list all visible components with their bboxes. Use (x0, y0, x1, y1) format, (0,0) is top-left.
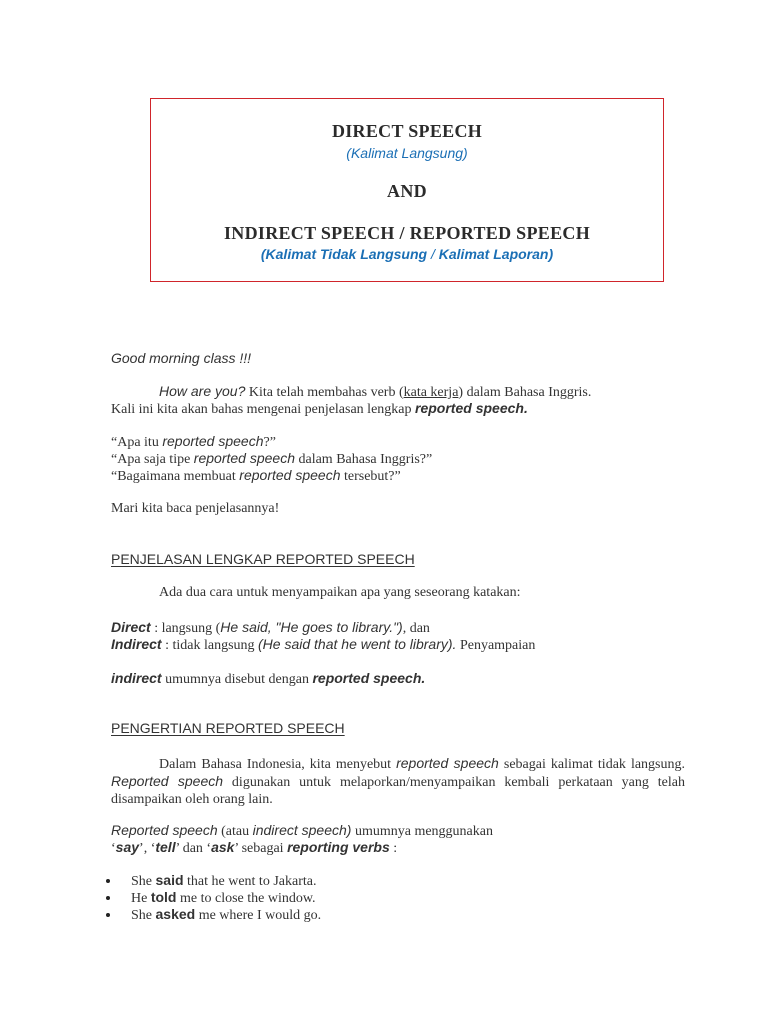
question-1-pre: “Apa itu (111, 435, 163, 450)
indirect-2-bold: reported speech. (312, 670, 426, 686)
how-are-you: How are you? (159, 383, 246, 399)
p2-a: (atau (217, 824, 253, 839)
question-2-post: dalam Bahasa Inggris?” (294, 452, 433, 467)
intro-text-1: Kita telah membahas verb ( (245, 385, 404, 400)
examples-list (111, 872, 511, 923)
example-2-pre: He (131, 891, 151, 906)
quote-sep-3: ’ sebagai (234, 841, 288, 856)
subtitle-kalimat-tidak-langsung (151, 246, 663, 262)
reported-speech-usage (111, 822, 493, 840)
verb-say: say (115, 839, 140, 855)
p1-em1: reported speech (396, 755, 499, 771)
question-2 (111, 450, 432, 468)
indirect-example: (He said that he went to library). (258, 636, 457, 652)
indirect-2-label: indirect (111, 670, 162, 686)
quote-open: ‘ (111, 841, 116, 856)
indirect-text: : tidak langsung (161, 638, 259, 653)
title-direct-speech: DIRECT SPEECH (331, 121, 483, 141)
quote-sep-1: ’, ‘ (139, 841, 156, 856)
subtitle-part1: (Kalimat Tidak Langsung (260, 246, 428, 262)
direct-line (111, 619, 430, 637)
title-box (150, 98, 664, 282)
subtitle-part2: Kalimat Laporan) (438, 246, 554, 262)
section2-paragraph-text (111, 755, 685, 808)
reporting-verbs-line (111, 839, 397, 857)
list-item (111, 872, 511, 889)
title-and: AND (387, 181, 427, 201)
direct-end: , dan (402, 621, 430, 636)
intro-text-2: ) dalam Bahasa Inggris. (458, 385, 592, 400)
intro-line-2-bold: reported speech. (415, 400, 528, 416)
example-1-verb: said (155, 872, 184, 888)
example-3-verb: asked (155, 906, 196, 922)
subtitle-sep: / (427, 246, 439, 262)
indirect-label: Indirect (111, 636, 162, 652)
p2-b: umumnya menggunakan (351, 824, 493, 839)
p1-a: Dalam Bahasa Indonesia, kita menyebut (159, 757, 397, 772)
p1-em2: Reported speech (111, 773, 224, 789)
section2-paragraph (111, 755, 685, 808)
indirect-definition (111, 670, 425, 688)
indirect-line (111, 636, 535, 654)
section-heading-pengertian: PENGERTIAN REPORTED SPEECH (111, 720, 345, 736)
question-3-em: reported speech (239, 467, 341, 483)
read-more: Mari kita baca penjelasannya! (111, 501, 280, 516)
quote-sep-2: ’ dan ‘ (175, 841, 212, 856)
question-1-em: reported speech (162, 433, 264, 449)
section-heading-penjelasan: PENJELASAN LENGKAP REPORTED SPEECH (111, 551, 415, 567)
question-1 (111, 433, 276, 451)
example-1-pre: She (131, 874, 156, 889)
example-2-verb: told (150, 889, 177, 905)
subtitle-kalimat-langsung: (Kalimat Langsung) (346, 145, 468, 161)
indirect-end: Penyampaian (456, 638, 536, 653)
verb-ask: ask (211, 839, 235, 855)
direct-label: Direct (111, 619, 151, 635)
direct-example: He said, "He goes to library.") (220, 619, 403, 635)
question-3-post: tersebut?” (340, 469, 401, 484)
direct-text: : langsung ( (150, 621, 221, 636)
greeting: Good morning class !!! (111, 350, 252, 366)
p2-em2: indirect speech) (252, 822, 352, 838)
verb-tell: tell (155, 839, 176, 855)
p2-em1: Reported speech (111, 822, 218, 838)
intro-line-2-text: Kali ini kita akan bahas mengenai penjelasan lengkap (111, 402, 416, 417)
p1-c: digunakan untuk melaporkan/menyampaikan kembali perkataan yang telah disampaikan oleh orang lain. (111, 775, 685, 807)
question-3 (111, 467, 401, 485)
colon: : (389, 841, 398, 856)
intro-line-2 (111, 400, 528, 418)
list-item (111, 889, 511, 906)
section1-para: Ada dua cara untuk menyampaikan apa yang seseorang katakan: (159, 585, 521, 600)
question-2-em: reported speech (193, 450, 295, 466)
question-2-pre: “Apa saja tipe (111, 452, 194, 467)
reporting-verbs: reporting verbs (287, 839, 390, 855)
example-1-post: that he went to Jakarta. (183, 874, 317, 889)
indirect-2-text: umumnya disebut dengan (161, 672, 313, 687)
example-3-post: me where I would go. (195, 908, 322, 923)
list-item (111, 906, 511, 923)
example-2-post: me to close the window. (176, 891, 316, 906)
title-indirect-speech: INDIRECT SPEECH / REPORTED SPEECH (223, 223, 590, 243)
example-3-pre: She (131, 908, 156, 923)
p1-b: sebagai kalimat tidak langsung. (498, 757, 686, 772)
intro-line-1 (159, 383, 591, 401)
question-3-pre: “Bagaimana membuat (111, 469, 240, 484)
kata-kerja-link[interactable]: kata kerja (403, 385, 459, 400)
question-1-post: ?” (263, 435, 276, 450)
